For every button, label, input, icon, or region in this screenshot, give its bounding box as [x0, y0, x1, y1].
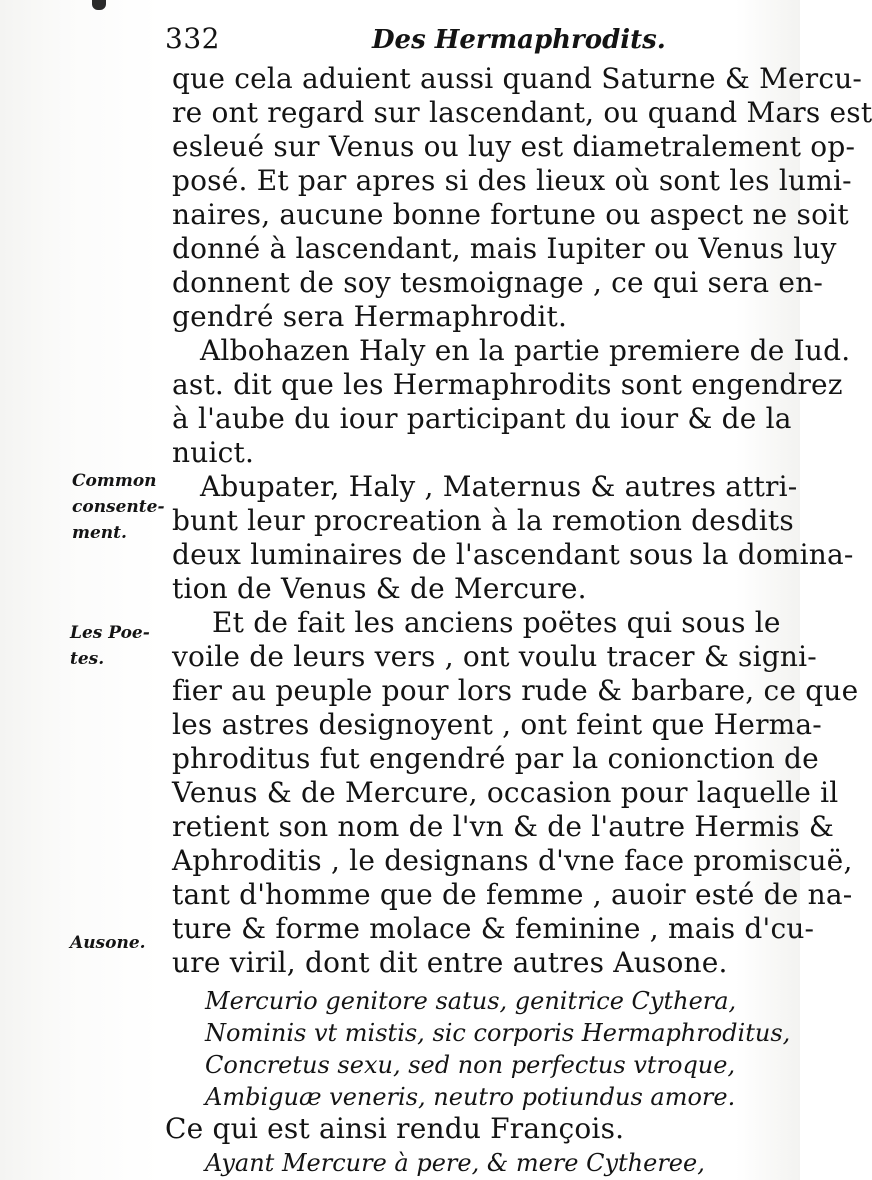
verse-line: Mercurio genitore satus, genitrice Cythera,	[205, 987, 737, 1015]
text-line: voile de leurs vers , ont voulu tracer & signi-	[172, 640, 817, 673]
verse-line: Ambiguæ veneris, neutro potiundus amore.	[205, 1083, 736, 1111]
text-line: naires, aucune bonne fortune ou aspect ne soit	[172, 198, 849, 231]
margin-note-line: tes.	[70, 649, 105, 669]
text-line: fier au peuple pour lors rude & barbare, ce que	[172, 674, 859, 707]
text-line: re ont regard sur lascendant, ou quand Mars est	[172, 96, 872, 129]
text-line: ast. dit que les Hermaphrodits sont engendrez	[172, 368, 843, 401]
verse-line: Nominis vt mistis, sic corporis Hermaphroditus,	[205, 1019, 791, 1047]
text-line: Albohazen Haly en la partie premiere de Iud.	[200, 334, 851, 367]
text-line: les astres designoyent , ont feint que Herma-	[172, 708, 822, 741]
margin-note-common-consent	[72, 468, 165, 546]
margin-note-poets	[70, 620, 150, 672]
text-line: tion de Venus & de Mercure.	[172, 572, 587, 605]
text-line: que cela aduient aussi quand Saturne & Mercu-	[172, 62, 863, 95]
text-line: Venus & de Mercure, occasion pour laquelle il	[172, 776, 839, 809]
margin-note-line: Les Poe-	[70, 623, 150, 643]
text-line: tant d'homme que de femme , auoir esté de na-	[172, 878, 853, 911]
verse-line: Ayant Mercure à pere, & mere Cytheree,	[205, 1149, 705, 1177]
text-line: ture & forme molace & feminine , mais d'cu-	[172, 912, 815, 945]
margin-note-line: Common	[72, 471, 157, 491]
text-line: Aphroditis , le designans d'vne face promiscuë,	[172, 844, 853, 877]
running-head: Des Hermaphrodits.	[372, 25, 666, 55]
text-line: posé. Et par apres si des lieux où sont les lumi-	[172, 164, 852, 197]
verse-line: Concretus sexu, sed non perfectus vtroque,	[205, 1051, 736, 1079]
page-number: 332	[165, 22, 220, 55]
text-line: deux luminaires de l'ascendant sous la domina-	[172, 538, 854, 571]
text-line: phroditus fut engendré par la conionction de	[172, 742, 819, 775]
ink-mark	[92, 0, 106, 10]
margin-note-ausone: Ausone.	[70, 933, 146, 953]
margin-note-line: consente-	[72, 497, 165, 517]
text-line: ure viril, dont dit entre autres Ausone.	[172, 946, 728, 979]
text-line: esleué sur Venus ou luy est diametralement op-	[172, 130, 856, 163]
text-line: retient son nom de l'vn & de l'autre Hermis &	[172, 810, 834, 843]
text-line: à l'aube du iour participant du iour & de la	[172, 402, 792, 435]
text-line: bunt leur procreation à la remotion desdits	[172, 504, 794, 537]
text-line: Et de fait les anciens poëtes qui sous le	[212, 606, 781, 639]
text-line: donnent de soy tesmoignage , ce qui sera en-	[172, 266, 824, 299]
text-line: donné à lascendant, mais Iupiter ou Venus luy	[172, 232, 837, 265]
margin-note-line: ment.	[72, 523, 127, 543]
text-line: gendré sera Hermaphrodit.	[172, 300, 568, 333]
text-line: Abupater, Haly , Maternus & autres attri-	[200, 470, 798, 503]
text-line: Ce qui est ainsi rendu François.	[165, 1112, 625, 1145]
text-line: nuict.	[172, 436, 255, 469]
